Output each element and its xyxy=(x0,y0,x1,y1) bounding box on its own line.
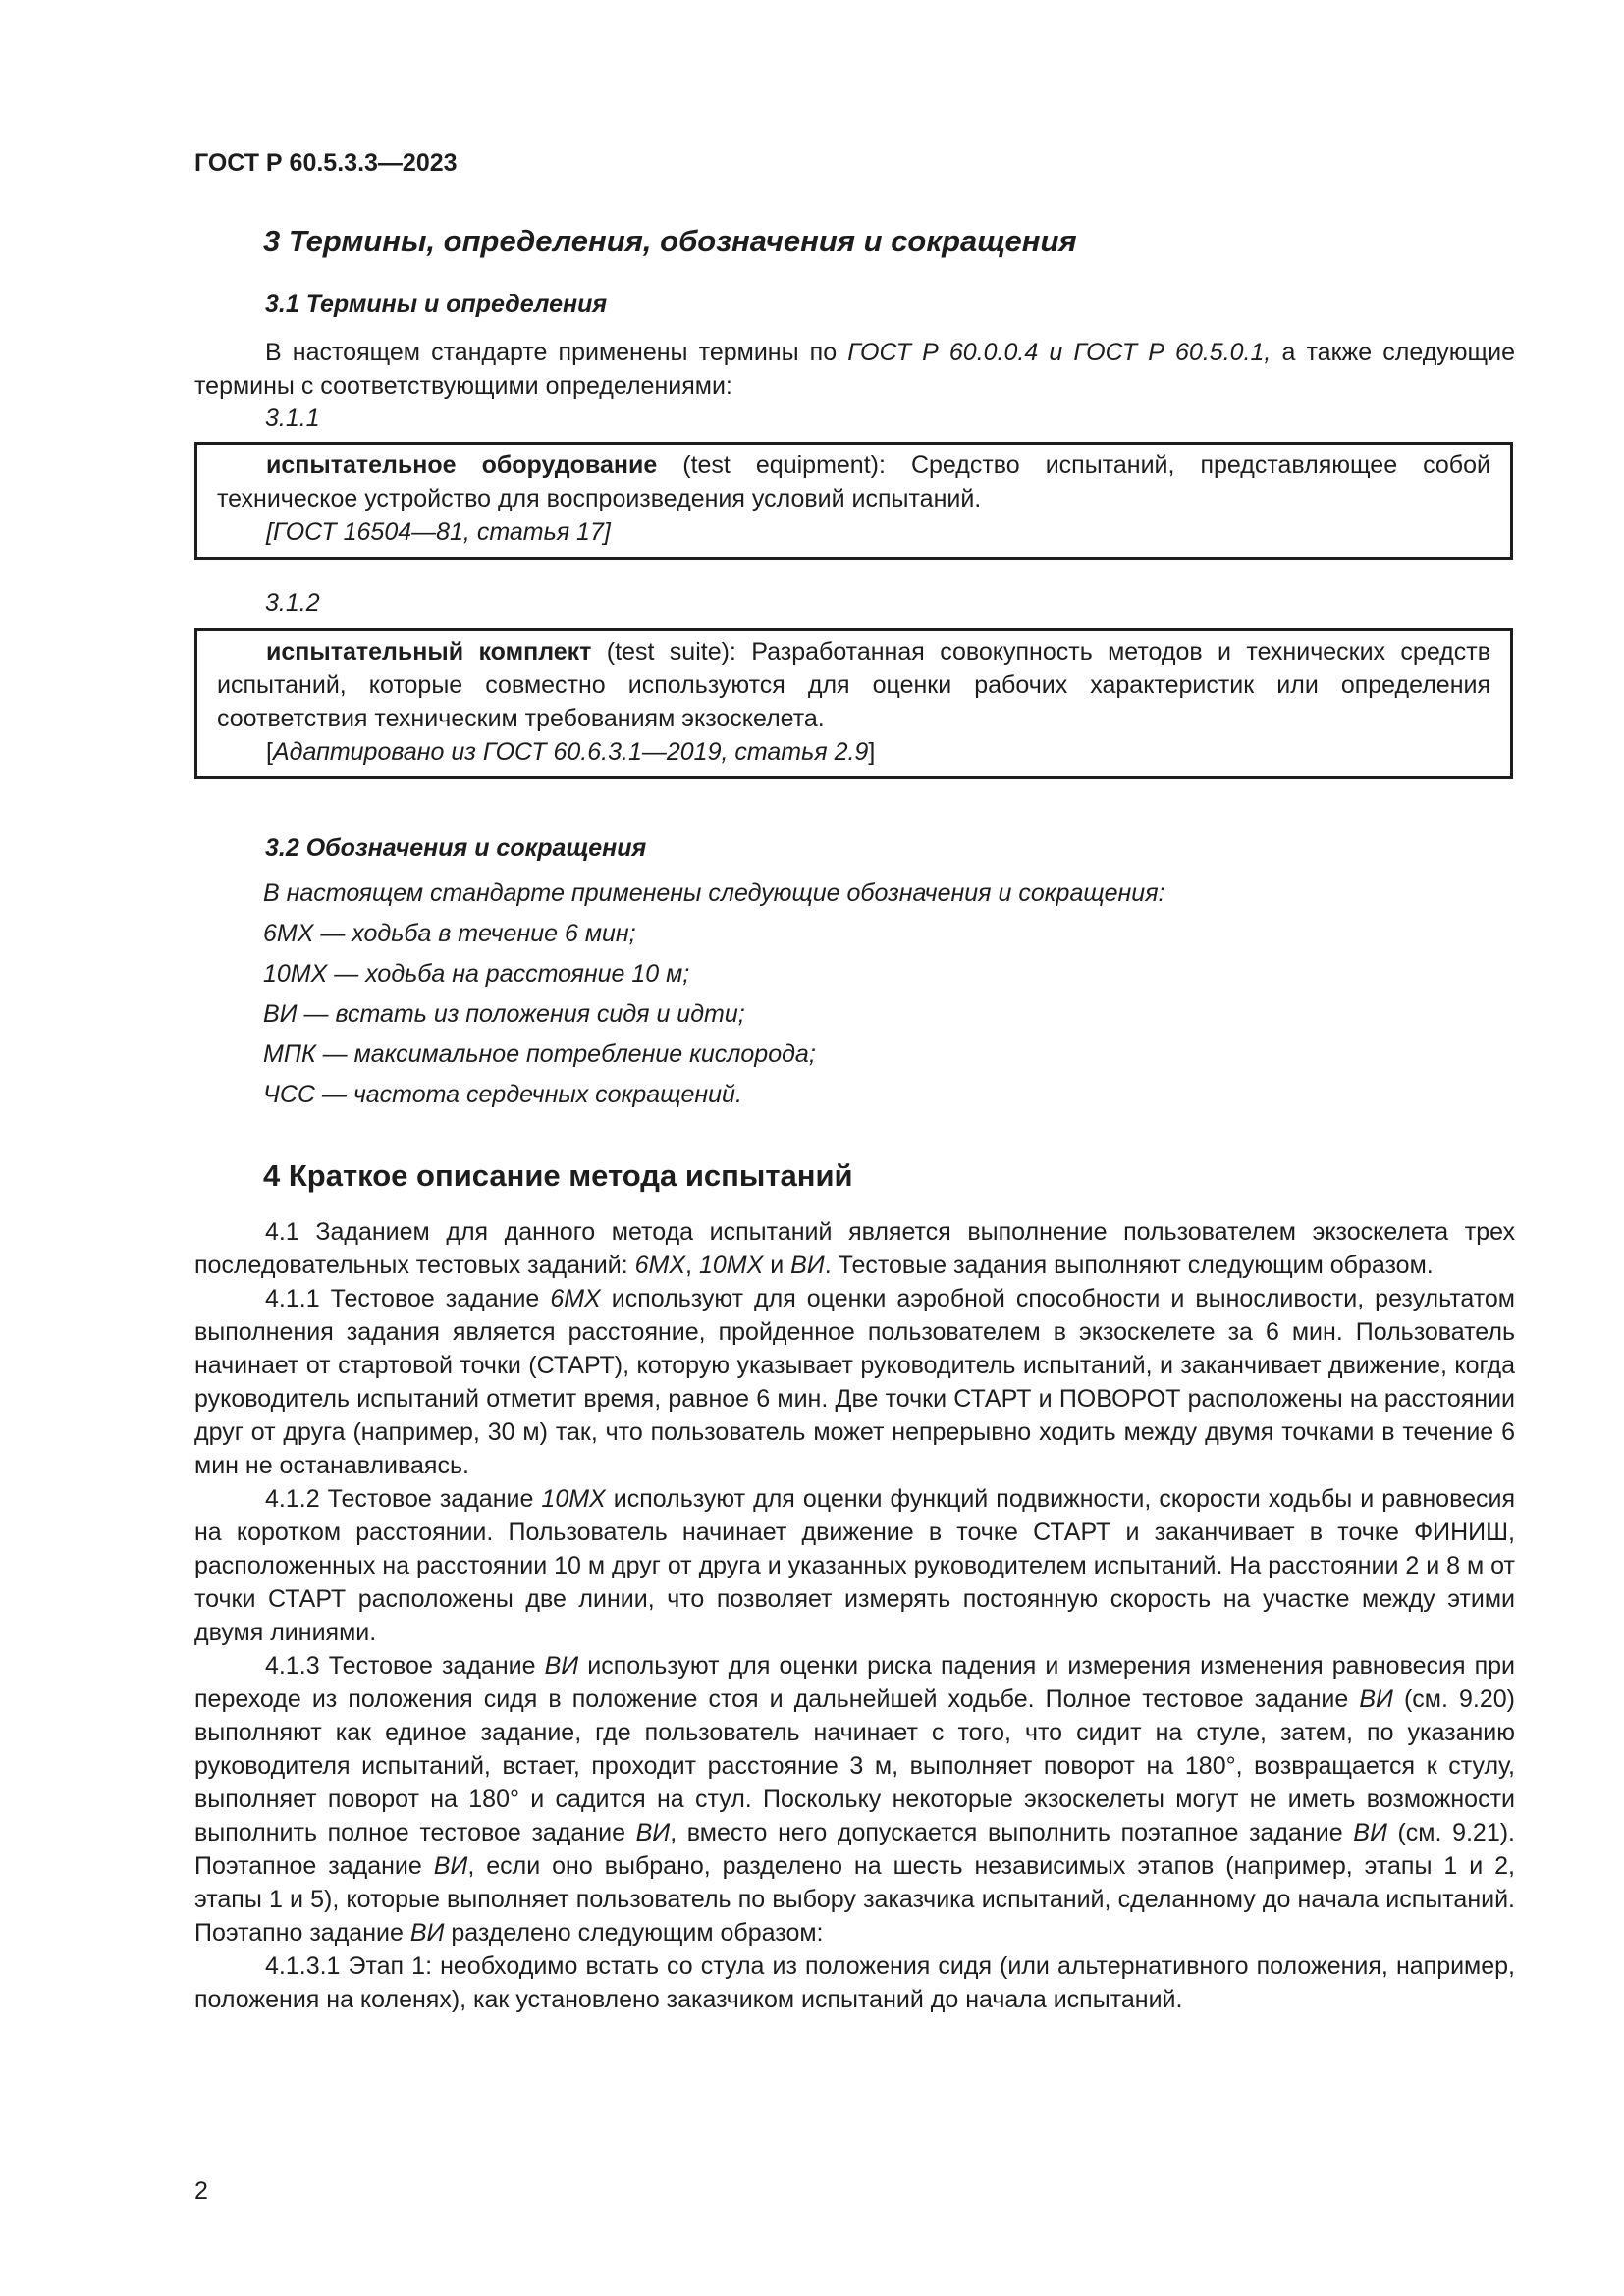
term-definition: (test equipment): Средство испытаний, представляющее собой техническое устройство для воспроизведения условий испытаний. xyxy=(217,452,1490,512)
term-number-3-1-1: 3.1.1 xyxy=(265,404,320,432)
term-source: Адаптировано из ГОСТ 60.6.3.1—2019, статья 2.9 xyxy=(272,738,869,766)
term-number-3-1-2: 3.1.2 xyxy=(265,589,320,616)
terms-intro-paragraph xyxy=(194,336,1515,402)
page-number: 2 xyxy=(194,2177,208,2205)
abbreviation-item: МПК — максимальное потребление кислорода; xyxy=(263,1041,816,1068)
term-source: [ГОСТ 16504—81, статья 17] xyxy=(266,518,611,546)
intro-text-a: В настоящем стандарте применены термины по xyxy=(265,339,848,366)
abbreviation-item: ЧСС — частота сердечных сокращений. xyxy=(263,1081,742,1108)
section-4-body xyxy=(194,1215,1515,2016)
source-bracket-close: ] xyxy=(868,738,876,766)
term-name: испытательное оборудование xyxy=(266,452,658,479)
document-id-header: ГОСТ Р 60.5.3.3—2023 xyxy=(194,149,458,177)
abbreviation-item: 6МХ — ходьба в течение 6 мин; xyxy=(263,920,636,947)
section-4-heading: 4 Краткое описание метода испытаний xyxy=(263,1158,853,1193)
paragraph-4-1-2: 4.1.2 Тестовое задание 10МХ используют для оценки функций подвижности, скорости ходьбы и равновесия на коротком расстоянии. Пользователь начинает движение в точке СТАРТ и заканчивает в точке ФИНИШ, расположенных на расстоянии 10 м друг от друга и указанных руководителем испытаний. На расстоянии 2 и 8 м от точки СТАРТ расположены две линии, что позволяет измерять постоянную скорость на участке между этими двумя линиями. xyxy=(194,1485,1515,1646)
section-3-heading: 3 Термины, определения, обозначения и сокращения xyxy=(263,224,1077,258)
intro-reference: ГОСТ Р 60.0.0.4 и ГОСТ Р 60.5.0.1, xyxy=(847,339,1272,366)
term-box-test-suite xyxy=(194,628,1513,779)
paragraph-4-1-1: 4.1.1 Тестовое задание 6МХ используют для оценки аэробной способности и выносливости, результатом выполнения задания является расстояние, пройденное пользователем в экзоскелете за 6 мин. Пользователь начинает от стартовой точки (СТАРТ), которую указывает руководитель испытаний, и заканчивает движение, когда руководитель испытаний отметит время, равное 6 мин. Две точки СТАРТ и ПОВОРОТ расположены на расстоянии друг от друга (например, 30 м) так, что пользователь может непрерывно ходить между двумя точками в течение 6 мин не останавливаясь. xyxy=(194,1285,1515,1479)
abbreviation-item: 10МХ — ходьба на расстояние 10 м; xyxy=(263,960,690,988)
subsection-3-2-heading: 3.2 Обозначения и сокращения xyxy=(265,834,647,862)
term-box-test-equipment xyxy=(194,442,1513,560)
intro-text-b: а также следующие термины с соответствующими определениями: xyxy=(194,339,1515,400)
subsection-3-1-heading: 3.1 Термины и определения xyxy=(265,291,608,318)
abbreviation-item: ВИ — встать из положения сидя и идти; xyxy=(263,1000,745,1028)
abbreviations-intro: В настоящем стандарте применены следующие обозначения и сокращения: xyxy=(263,880,1165,907)
term-definition: (test suite): Разработанная совокупность методов и технических средств испытаний, которые совместно используются для оценки рабочих характеристик или определения соответствия техническим требованиям экзоскелета. xyxy=(217,638,1490,732)
paragraph-4-1: 4.1 Заданием для данного метода испытаний является выполнение пользователем экзоскелета трех последовательных тестовых заданий: 6МХ, 10МХ и ВИ. Тестовые задания выполняют следующим образом. xyxy=(194,1218,1515,1279)
source-bracket-open: [ xyxy=(266,738,273,766)
paragraph-4-1-3-1: 4.1.3.1 Этап 1: необходимо встать со стула из положения сидя (или альтернативного положения, например, положения на коленях), как установлено заказчиком испытаний до начала испытаний. xyxy=(194,1952,1515,2013)
term-name: испытательный комплект xyxy=(266,638,592,666)
paragraph-4-1-3: 4.1.3 Тестовое задание ВИ используют для оценки риска падения и измерения изменения равновесия при переходе из положения сидя в положение стоя и дальнейшей ходьбе. Полное тестовое задание ВИ (см. 9.20) выполняют как единое задание, где пользователь начинает с того, что сидит на стуле, затем, по указанию руководителя испытаний, встает, проходит расстояние 3 м, выполняет поворот на 180°, возвращается к стулу, выполняет поворот на 180° и садится на стул. Поскольку некоторые экзоскелеты могут не иметь возможности выполнить полное тестовое задание ВИ, вместо него допускается выполнить поэтапное задание ВИ (см. 9.21). Поэтапное задание ВИ, если оно выбрано, разделено на шесть независимых этапов (например, этапы 1 и 2, этапы 1 и 5), которые выполняет пользователь по выбору заказчика испытаний, сделанному до начала испытаний. Поэтапно задание ВИ разделено следующим образом: xyxy=(194,1652,1515,1947)
